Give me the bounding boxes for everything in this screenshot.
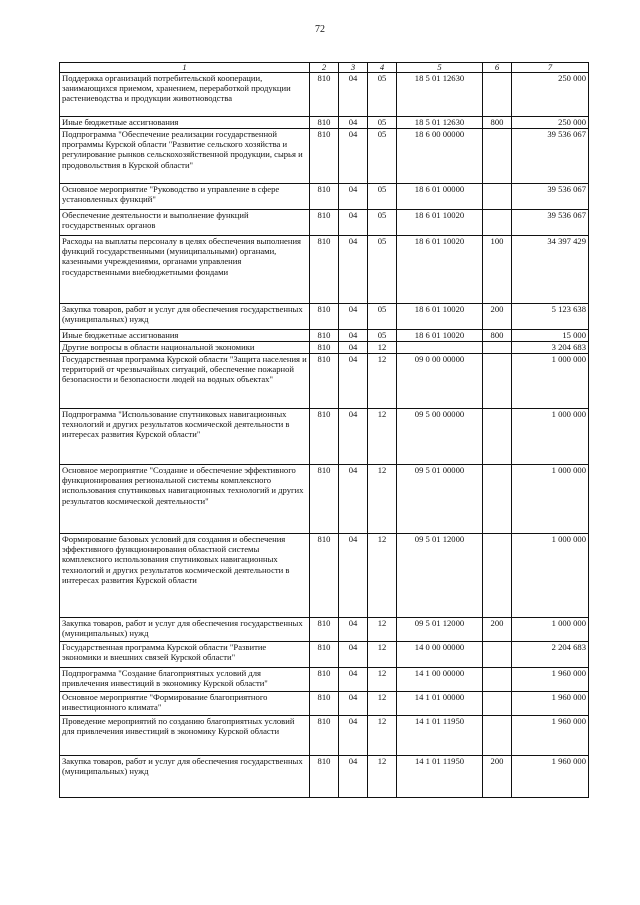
cell-expense-type (483, 668, 512, 692)
cell-expense-type (483, 465, 512, 534)
table-row (60, 210, 589, 236)
cell-ministry-code: 810 (310, 716, 339, 756)
column-header: 2 (310, 63, 339, 73)
table-row (60, 642, 589, 668)
cell-target-article: 18 6 00 00000 (397, 129, 483, 184)
cell-target-article (397, 342, 483, 354)
cell-amount: 3 204 683 (512, 342, 589, 354)
cell-amount: 39 536 067 (512, 210, 589, 236)
column-header: 4 (368, 63, 397, 73)
row-name: Основное мероприятие "Формирование благоприятного инвестиционного климата" (60, 692, 310, 716)
cell-amount: 34 397 429 (512, 236, 589, 304)
cell-section: 04 (339, 342, 368, 354)
budget-table (59, 62, 589, 798)
row-name: Закупка товаров, работ и услуг для обеспечения государственных (муниципальных) нужд (60, 618, 310, 642)
cell-subsection: 12 (368, 342, 397, 354)
cell-amount: 1 960 000 (512, 692, 589, 716)
cell-expense-type (483, 342, 512, 354)
cell-target-article: 09 5 01 12000 (397, 618, 483, 642)
cell-target-article: 18 5 01 12630 (397, 73, 483, 117)
cell-amount: 1 000 000 (512, 354, 589, 409)
cell-target-article: 18 6 01 10020 (397, 330, 483, 342)
cell-ministry-code: 810 (310, 210, 339, 236)
cell-subsection: 05 (368, 330, 397, 342)
header-row (60, 63, 589, 73)
page-number: 72 (315, 24, 325, 35)
cell-section: 04 (339, 642, 368, 668)
cell-expense-type: 200 (483, 304, 512, 330)
table-row (60, 534, 589, 618)
cell-section: 04 (339, 304, 368, 330)
row-name: Иные бюджетные ассигнования (60, 330, 310, 342)
table-row (60, 330, 589, 342)
cell-target-article: 14 1 01 00000 (397, 692, 483, 716)
row-name: Проведение мероприятий по созданию благоприятных условий для привлечения инвестиций в экономику Курской области (60, 716, 310, 756)
cell-section: 04 (339, 330, 368, 342)
cell-amount: 1 000 000 (512, 465, 589, 534)
cell-section: 04 (339, 184, 368, 210)
cell-ministry-code: 810 (310, 465, 339, 534)
cell-subsection: 05 (368, 117, 397, 129)
cell-expense-type: 200 (483, 618, 512, 642)
cell-expense-type: 100 (483, 236, 512, 304)
cell-expense-type (483, 210, 512, 236)
row-name: Расходы на выплаты персоналу в целях обеспечения выполнения функций государственными (муниципальными) органами, казенными учреждениями, органами управления государственными внебюджетными фондами (60, 236, 310, 304)
table-row (60, 465, 589, 534)
cell-ministry-code: 810 (310, 354, 339, 409)
cell-section: 04 (339, 465, 368, 534)
row-name: Закупка товаров, работ и услуг для обеспечения государственных (муниципальных) нужд (60, 304, 310, 330)
row-name: Подпрограмма "Создание благоприятных условий для привлечения инвестиций в экономику Курской области" (60, 668, 310, 692)
table-row (60, 236, 589, 304)
cell-amount: 250 000 (512, 73, 589, 117)
table-row (60, 304, 589, 330)
cell-target-article: 18 6 01 10020 (397, 304, 483, 330)
cell-subsection: 12 (368, 618, 397, 642)
column-header: 1 (60, 63, 310, 73)
cell-subsection: 12 (368, 409, 397, 465)
cell-ministry-code: 810 (310, 73, 339, 117)
table-row (60, 716, 589, 756)
cell-ministry-code: 810 (310, 236, 339, 304)
table-row (60, 692, 589, 716)
cell-section: 04 (339, 117, 368, 129)
cell-expense-type (483, 642, 512, 668)
cell-ministry-code: 810 (310, 618, 339, 642)
cell-expense-type (483, 354, 512, 409)
cell-amount: 15 000 (512, 330, 589, 342)
cell-expense-type: 800 (483, 330, 512, 342)
cell-section: 04 (339, 409, 368, 465)
cell-expense-type (483, 184, 512, 210)
table-row (60, 409, 589, 465)
row-name: Основное мероприятие "Руководство и управление в сфере установленных функций" (60, 184, 310, 210)
cell-expense-type (483, 692, 512, 716)
cell-subsection: 12 (368, 756, 397, 798)
cell-ministry-code: 810 (310, 534, 339, 618)
cell-amount: 1 000 000 (512, 409, 589, 465)
cell-amount: 1 960 000 (512, 716, 589, 756)
table-body (60, 73, 589, 798)
cell-subsection: 12 (368, 354, 397, 409)
cell-subsection: 05 (368, 210, 397, 236)
cell-target-article: 09 5 00 00000 (397, 409, 483, 465)
cell-amount: 1 960 000 (512, 668, 589, 692)
cell-target-article: 09 0 00 00000 (397, 354, 483, 409)
cell-subsection: 05 (368, 73, 397, 117)
cell-ministry-code: 810 (310, 692, 339, 716)
table-row (60, 354, 589, 409)
table-row (60, 618, 589, 642)
table-row (60, 756, 589, 798)
cell-subsection: 05 (368, 129, 397, 184)
column-header: 5 (397, 63, 483, 73)
cell-subsection: 12 (368, 668, 397, 692)
cell-section: 04 (339, 236, 368, 304)
cell-amount: 1 000 000 (512, 618, 589, 642)
row-name: Основное мероприятие "Создание и обеспечение эффективного функционирования региональной системы комплексного использования спутниковых навигационных технологий и других результатов космической деятельности" (60, 465, 310, 534)
cell-target-article: 09 5 01 00000 (397, 465, 483, 534)
cell-target-article: 09 5 01 12000 (397, 534, 483, 618)
cell-subsection: 12 (368, 716, 397, 756)
row-name: Иные бюджетные ассигнования (60, 117, 310, 129)
cell-amount: 1 960 000 (512, 756, 589, 798)
cell-target-article: 14 0 00 00000 (397, 642, 483, 668)
cell-expense-type: 200 (483, 756, 512, 798)
row-name: Обеспечение деятельности и выполнение функций государственных органов (60, 210, 310, 236)
row-name: Подпрограмма "Использование спутниковых навигационных технологий и других результатов космической деятельности в интересах развития Курской области" (60, 409, 310, 465)
cell-expense-type (483, 129, 512, 184)
cell-target-article: 18 6 01 10020 (397, 236, 483, 304)
cell-subsection: 05 (368, 304, 397, 330)
cell-ministry-code: 810 (310, 409, 339, 465)
cell-ministry-code: 810 (310, 184, 339, 210)
cell-section: 04 (339, 73, 368, 117)
cell-expense-type: 800 (483, 117, 512, 129)
cell-ministry-code: 810 (310, 756, 339, 798)
cell-amount: 2 204 683 (512, 642, 589, 668)
cell-ministry-code: 810 (310, 304, 339, 330)
cell-section: 04 (339, 716, 368, 756)
column-header: 7 (512, 63, 589, 73)
cell-subsection: 12 (368, 465, 397, 534)
cell-section: 04 (339, 756, 368, 798)
cell-expense-type (483, 409, 512, 465)
cell-ministry-code: 810 (310, 342, 339, 354)
cell-expense-type (483, 73, 512, 117)
table-row (60, 668, 589, 692)
cell-subsection: 12 (368, 692, 397, 716)
cell-target-article: 14 1 01 11950 (397, 756, 483, 798)
cell-section: 04 (339, 618, 368, 642)
cell-ministry-code: 810 (310, 668, 339, 692)
table-row (60, 129, 589, 184)
cell-ministry-code: 810 (310, 117, 339, 129)
row-name: Закупка товаров, работ и услуг для обеспечения государственных (муниципальных) нужд (60, 756, 310, 798)
cell-target-article: 18 5 01 12630 (397, 117, 483, 129)
table-row (60, 184, 589, 210)
cell-subsection: 12 (368, 642, 397, 668)
table-row (60, 117, 589, 129)
cell-expense-type (483, 534, 512, 618)
cell-target-article: 18 6 01 10020 (397, 210, 483, 236)
cell-section: 04 (339, 210, 368, 236)
cell-ministry-code: 810 (310, 330, 339, 342)
row-name: Поддержка организаций потребительской кооперации, занимающихся приемом, хранением, переработкой продукции растениеводства и продукции животноводства (60, 73, 310, 117)
cell-ministry-code: 810 (310, 642, 339, 668)
column-header: 3 (339, 63, 368, 73)
cell-expense-type (483, 716, 512, 756)
cell-subsection: 05 (368, 236, 397, 304)
row-name: Формирование базовых условий для создания и обеспечения эффективного функционирования областной системы комплексного использования спутниковых навигационных технологий и других результатов космической деятельности в интересах развития Курской области (60, 534, 310, 618)
cell-target-article: 18 6 01 00000 (397, 184, 483, 210)
cell-section: 04 (339, 692, 368, 716)
table-row (60, 342, 589, 354)
cell-section: 04 (339, 534, 368, 618)
cell-section: 04 (339, 129, 368, 184)
cell-section: 04 (339, 668, 368, 692)
table-row (60, 73, 589, 117)
cell-amount: 1 000 000 (512, 534, 589, 618)
row-name: Подпрограмма "Обеспечение реализации государственной программы Курской области "Развитие сельского хозяйства и регулирование рынков сельскохозяйственной продукции, сырья и продовольствия в Курской области" (60, 129, 310, 184)
cell-amount: 39 536 067 (512, 184, 589, 210)
cell-target-article: 14 1 01 11950 (397, 716, 483, 756)
cell-amount: 5 123 638 (512, 304, 589, 330)
row-name: Другие вопросы в области национальной экономики (60, 342, 310, 354)
cell-subsection: 05 (368, 184, 397, 210)
cell-amount: 250 000 (512, 117, 589, 129)
row-name: Государственная программа Курской области "Развитие экономики и внешних связей Курской области" (60, 642, 310, 668)
cell-target-article: 14 1 00 00000 (397, 668, 483, 692)
cell-ministry-code: 810 (310, 129, 339, 184)
cell-section: 04 (339, 354, 368, 409)
cell-amount: 39 536 067 (512, 129, 589, 184)
cell-subsection: 12 (368, 534, 397, 618)
row-name: Государственная программа Курской области "Защита населения и территорий от чрезвычайных ситуаций, обеспечение пожарной безопасности и безопасности людей на водных объектах" (60, 354, 310, 409)
column-header: 6 (483, 63, 512, 73)
